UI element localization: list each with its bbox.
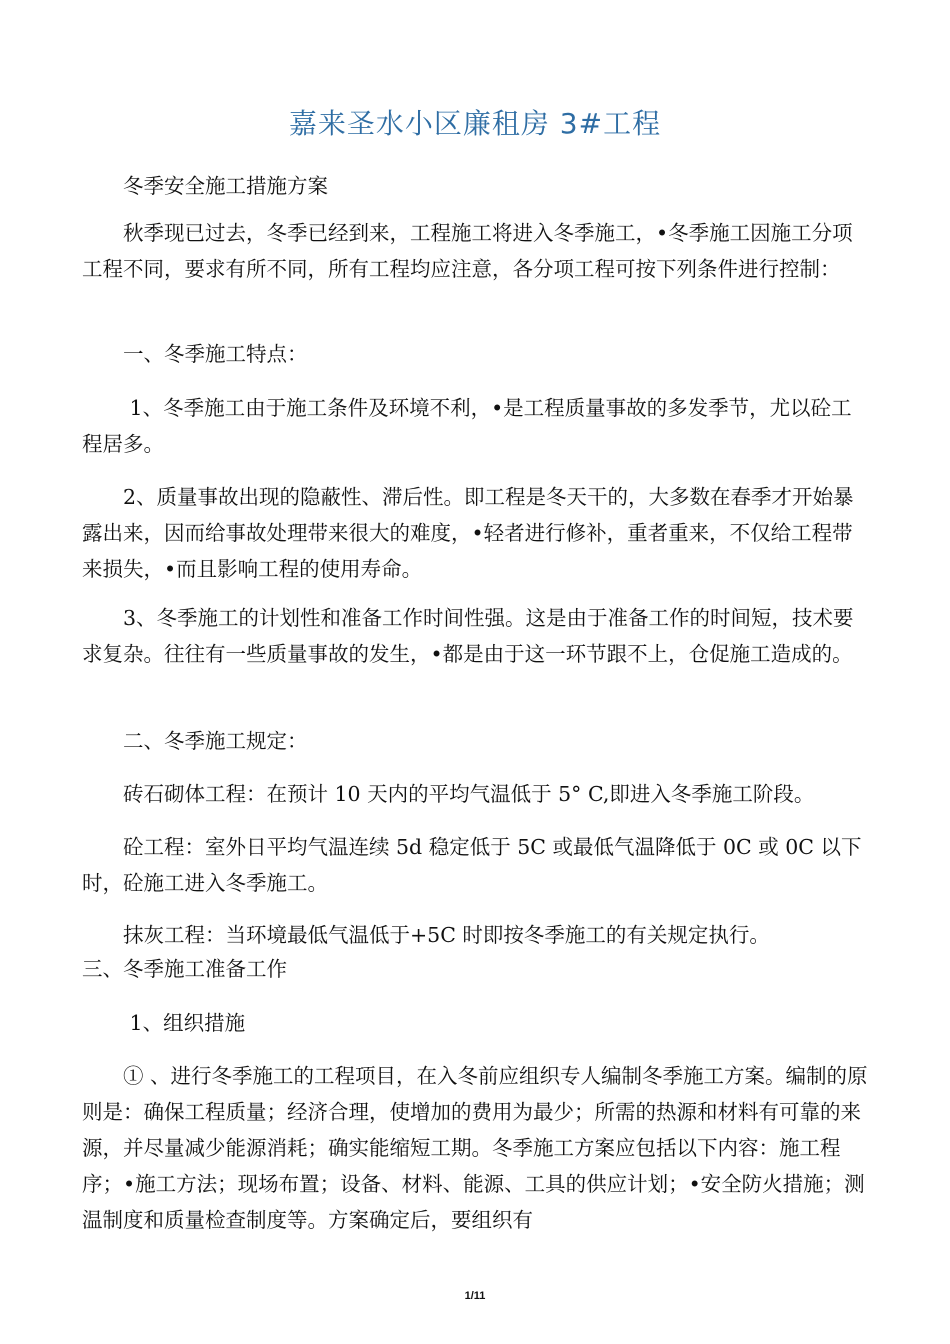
feature-item-3: 3、冬季施工的计划性和准备工作时间性强。这是由于准备工作的时间短，技术要求复杂。往往有一些质量事故的发生，•都是由于这一环节跟不上，仓促施工造成的。 [82,606,854,666]
feature-item-2: 2、质量事故出现的隐蔽性、滞后性。即工程是冬天干的，大多数在春季才开始暴露出来，因而给事故处理带来很大的难度，•轻者进行修补，重者重来，不仅给工程带来损失，•而且影响工程的使用寿命。 [82,485,854,581]
intro-paragraph: 秋季现已过去，冬季已经到来，工程施工将进入冬季施工，•冬季施工因施工分项工程不同，要求有所不同，所有工程均应注意，各分项工程可按下列条件进行控制： [82,221,853,281]
document-title: 嘉来圣水小区廉租房 3#工程 [288,107,662,140]
page-number: 1/11 [464,1290,486,1302]
rule-masonry: 砖石砌体工程：在预计 10 天内的平均气温低于 5° C,即进入冬季施工阶段。 [123,782,815,806]
rule-concrete: 砼工程：室外日平均气温连续 5d 稳定低于 5C 或最低气温降低于 0C 或 0C 以下时，砼施工进入冬季施工。 [82,835,862,895]
rule-plastering: 抹灰工程：当环境最低气温低于+5C 时即按冬季施工的有关规定执行。 [123,923,770,947]
feature-item-1: 1、冬季施工由于施工条件及环境不利，•是工程质量事故的多发季节，尤以砼工程居多。 [82,396,852,456]
section-heading-3: 三、冬季施工准备工作 [82,957,287,981]
measure-item-1: ① 、进行冬季施工的工程项目，在入冬前应组织专人编制冬季施工方案。编制的原则是：确保工程质量；经济合理，使增加的费用为最少；所需的热源和材料有可靠的来源，并尽量减少能源消耗；确实能缩短工期。冬季施工方案应包括以下内容：施工程序；•施工方法；现场布置；设备、材料、能源、工具的供应计划；•安全防火措施；测温制度和质量检查制度等。方案确定后，要组织有 [82,1064,868,1232]
section-heading-1: 一、冬季施工特点： [123,342,308,366]
subsection-heading: 1、组织措施 [123,1011,246,1035]
subtitle-paragraph: 冬季安全施工措施方案 [123,174,328,198]
section-heading-2: 二、冬季施工规定： [123,729,308,753]
